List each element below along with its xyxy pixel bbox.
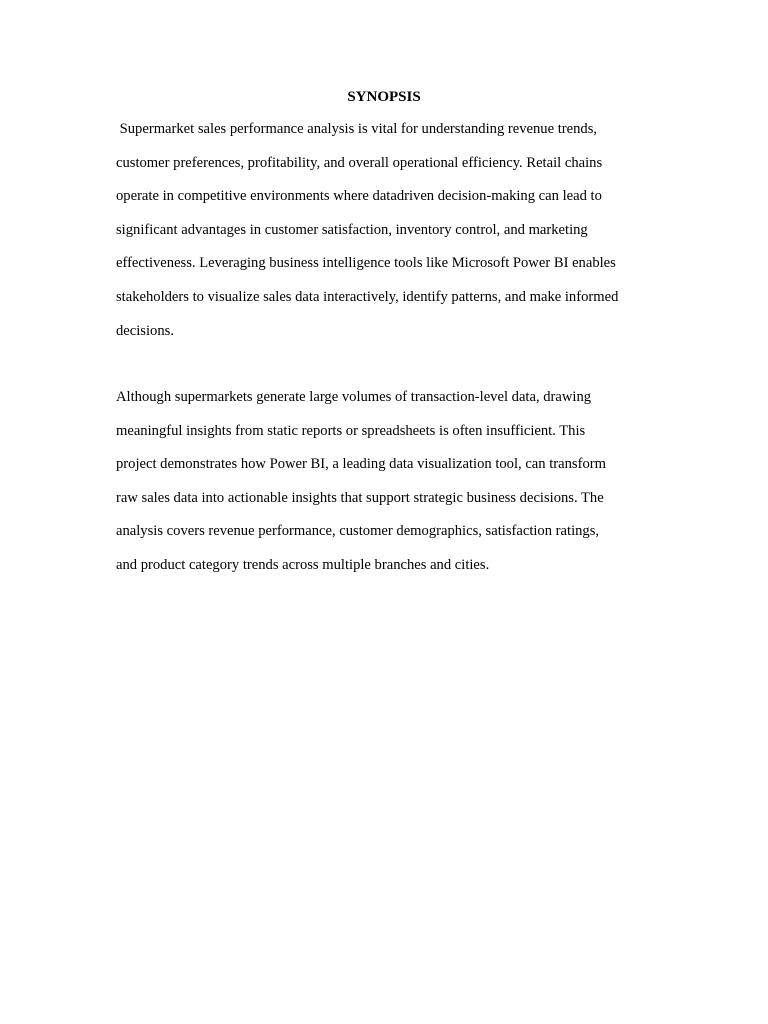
paragraph-line: analysis covers revenue performance, customer demographics, satisfaction ratings, [116,523,600,540]
paragraph-line: stakeholders to visualize sales data interactively, identify patterns, and make informed [116,288,619,305]
paragraph-line: Supermarket sales performance analysis is vital for understanding revenue trends, [116,121,598,137]
paragraph-line: decisions. [116,322,174,339]
paragraph-line: raw sales data into actionable insights that support strategic business decisions. The [116,489,604,506]
page-title: SYNOPSIS [347,89,421,105]
paragraph-line: project demonstrates how Power BI, a leading data visualization tool, can transform [116,456,606,473]
paragraph-1 [116,113,661,348]
paragraph-line: significant advantages in customer satisfaction, inventory control, and marketing [116,221,588,238]
paragraph-line: Although supermarkets generate large volumes of transaction-level data, drawing [116,389,592,405]
paragraph-line: meaningful insights from static reports or spreadsheets is often insufficient. This [116,422,586,439]
paragraph-line: customer preferences, profitability, and overall operational efficiency. Retail chains [116,154,603,171]
paragraph-2 [116,381,661,583]
paragraph-line: operate in competitive environments where datadriven decision-making can lead to [116,188,602,205]
paragraph-line: and product category trends across multiple branches and cities. [116,556,490,573]
paragraph-line: effectiveness. Leveraging business intelligence tools like Microsoft Power BI enables [116,255,616,272]
